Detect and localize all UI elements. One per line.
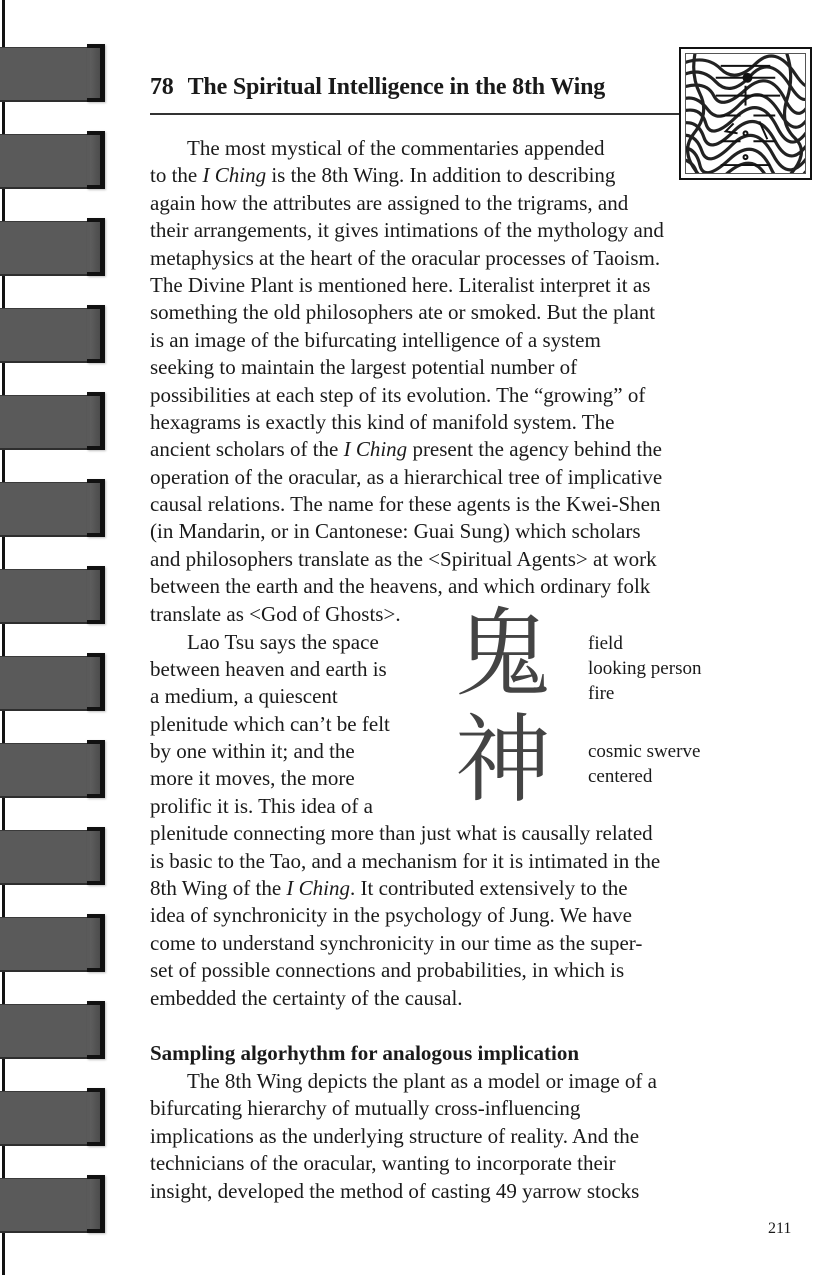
gloss-cosmic-swerve: cosmic swerve [588, 741, 701, 762]
text-line [150, 162, 664, 189]
text-span: translate as <God of Ghosts>. [150, 601, 401, 626]
binder-tab [0, 394, 110, 452]
text-line [150, 930, 660, 957]
binder-tab [0, 133, 110, 191]
tab-body [0, 308, 100, 363]
section2-paragraph [150, 1068, 657, 1205]
tab-bracket [87, 1175, 105, 1233]
maze-pattern-icon [686, 54, 805, 173]
kwei-glosses [588, 631, 701, 706]
tab-bracket [87, 653, 105, 711]
binder-tab [0, 1003, 110, 1061]
text-line [150, 820, 660, 847]
continuation-paragraph [150, 820, 660, 1012]
text-span: metaphysics at the heart of the oracular processes of Taoism. [150, 245, 661, 270]
text-span: (in Mandarin, or in Cantonese: Guai Sung) which scholars [150, 519, 641, 544]
text-span: The Divine Plant is mentioned here. Literalist interpret it as [150, 272, 651, 297]
text-span: embedded the certainty of the causal. [150, 985, 463, 1010]
binder-tab [0, 481, 110, 539]
kwei-character: 鬼 [455, 598, 551, 710]
binder-tab [0, 829, 110, 887]
text-line [150, 875, 660, 902]
binder-tab [0, 1090, 110, 1148]
lao-tsu-paragraph [150, 629, 390, 821]
text-line [150, 135, 664, 162]
text-line [150, 272, 664, 299]
text-line: between heaven and earth is [150, 656, 387, 681]
binder-tab [0, 1177, 110, 1235]
text-span: set of possible connections and probabilities, in which is [150, 958, 625, 983]
shen-glosses [588, 739, 700, 789]
text-span: hexagrams is exactly this kind of manifold system. The [150, 409, 615, 434]
binder-tab [0, 307, 110, 365]
text-span: between the earth and the heavens, and which ordinary folk [150, 574, 651, 599]
tab-body [0, 1004, 100, 1059]
text-span: and philosophers translate as the <Spiritual Agents> at work [150, 546, 657, 571]
text-line [150, 327, 664, 354]
binder-tab [0, 916, 110, 974]
text-line: more it moves, the more [150, 766, 355, 791]
tab-body [0, 395, 100, 450]
text-span: something the old philosophers ate or smoked. But the plant [150, 300, 656, 325]
text-line [150, 382, 664, 409]
text-line [150, 848, 660, 875]
text-span: is an image of the bifurcating intelligence of a system [150, 327, 601, 352]
chapter-title-text: The Spiritual Intelligence in the 8th Wing [187, 74, 606, 100]
tab-body [0, 221, 100, 276]
text-span: is basic to the Tao, and a mechanism for it is intimated in the [150, 848, 661, 873]
text-span: their arrangements, it gives intimations of the mythology and [150, 218, 664, 243]
tab-body [0, 134, 100, 189]
tab-body [0, 656, 100, 711]
text-span: causal relations. The name for these agents is the Kwei-Shen [150, 492, 661, 517]
text-line [150, 245, 664, 272]
book-title: I Ching [286, 876, 351, 901]
text-span: idea of synchronicity in the psychology of Jung. We have [150, 903, 632, 928]
tab-body [0, 1178, 100, 1233]
tab-bracket [87, 479, 105, 537]
tab-bracket [87, 44, 105, 102]
binder-tab [0, 220, 110, 278]
text-line [150, 902, 660, 929]
tab-body [0, 917, 100, 972]
binder-tab [0, 568, 110, 626]
tab-body [0, 830, 100, 885]
text-line [150, 190, 664, 217]
text-span: 8th Wing of the [150, 876, 287, 901]
text-line [150, 464, 664, 491]
intro-paragraph [150, 135, 664, 628]
tab-body [0, 1091, 100, 1146]
tab-body [0, 743, 100, 798]
text-line: The 8th Wing depicts the plant as a model or image of a [187, 1069, 657, 1093]
text-line: a medium, a quiescent [150, 684, 338, 709]
book-title: I Ching [202, 163, 267, 188]
text-span: again how the attributes are assigned to the trigrams, and [150, 190, 629, 215]
text-line: prolific it is. This idea of a [150, 793, 373, 818]
tab-body [0, 47, 100, 102]
gloss-looking-person: looking person [588, 658, 702, 679]
text-span: present the agency behind the [407, 437, 663, 462]
title-rule [150, 113, 680, 115]
text-line [150, 491, 664, 518]
tab-bracket [87, 740, 105, 798]
tab-bracket [87, 914, 105, 972]
tab-bracket [87, 305, 105, 363]
text-span: come to understand synchronicity in our time as the super- [150, 930, 643, 955]
binder-tab [0, 742, 110, 800]
binder-tab [0, 46, 110, 104]
text-line [150, 546, 664, 573]
tab-bracket [87, 1088, 105, 1146]
chapter-title [150, 74, 650, 101]
tab-bracket [87, 827, 105, 885]
gloss-field: field [588, 633, 623, 654]
text-line: Lao Tsu says the space [187, 629, 379, 654]
hexagram-emblem-icon [679, 47, 812, 180]
text-line: insight, developed the method of casting 49 yarrow stocks [150, 1178, 640, 1203]
text-line [150, 436, 664, 463]
text-line [150, 217, 664, 244]
tab-bracket [87, 1001, 105, 1059]
binder-spine [2, 0, 5, 1275]
text-span: seeking to maintain the largest potential number of [150, 355, 578, 380]
text-line: implications as the underlying structure of reality. And the [150, 1123, 640, 1148]
text-span: ancient scholars of the [150, 437, 344, 462]
text-line [150, 985, 660, 1012]
text-span: is the 8th Wing. In addition to describing [266, 163, 616, 188]
text-line [150, 518, 664, 545]
page-number: 211 [768, 1220, 792, 1237]
text-line [150, 299, 664, 326]
text-line [150, 601, 664, 628]
tab-bracket [87, 566, 105, 624]
text-span: . It contributed extensively to the [350, 876, 628, 901]
book-title: I Ching [343, 437, 408, 462]
text-line: by one within it; and the [150, 739, 355, 764]
text-line: technicians of the oracular, wanting to incorporate their [150, 1151, 616, 1176]
shen-character: 神 [455, 704, 551, 816]
tab-body [0, 569, 100, 624]
text-line: bifurcating hierarchy of mutually cross-influencing [150, 1096, 581, 1121]
tab-bracket [87, 218, 105, 276]
gloss-centered: centered [588, 766, 653, 787]
tab-body [0, 482, 100, 537]
tab-bracket [87, 131, 105, 189]
section-heading: Sampling algorhythm for analogous implication [150, 1041, 580, 1065]
gloss-fire: fire [588, 683, 615, 704]
text-span: The most mystical of the commentaries appended [187, 136, 605, 160]
chapter-number: 78 [150, 74, 174, 100]
text-span: operation of the oracular, as a hierarchical tree of implicative [150, 464, 663, 489]
text-line [150, 354, 664, 381]
text-span: to the [150, 163, 203, 188]
text-line: plenitude which can’t be felt [150, 711, 390, 736]
text-line [150, 957, 660, 984]
text-line [150, 409, 664, 436]
tab-bracket [87, 392, 105, 450]
binder-tab [0, 655, 110, 713]
text-span: plenitude connecting more than just what is causally related [150, 821, 653, 846]
text-span: possibilities at each step of its evolution. The “growing” of [150, 382, 646, 407]
text-line [150, 573, 664, 600]
